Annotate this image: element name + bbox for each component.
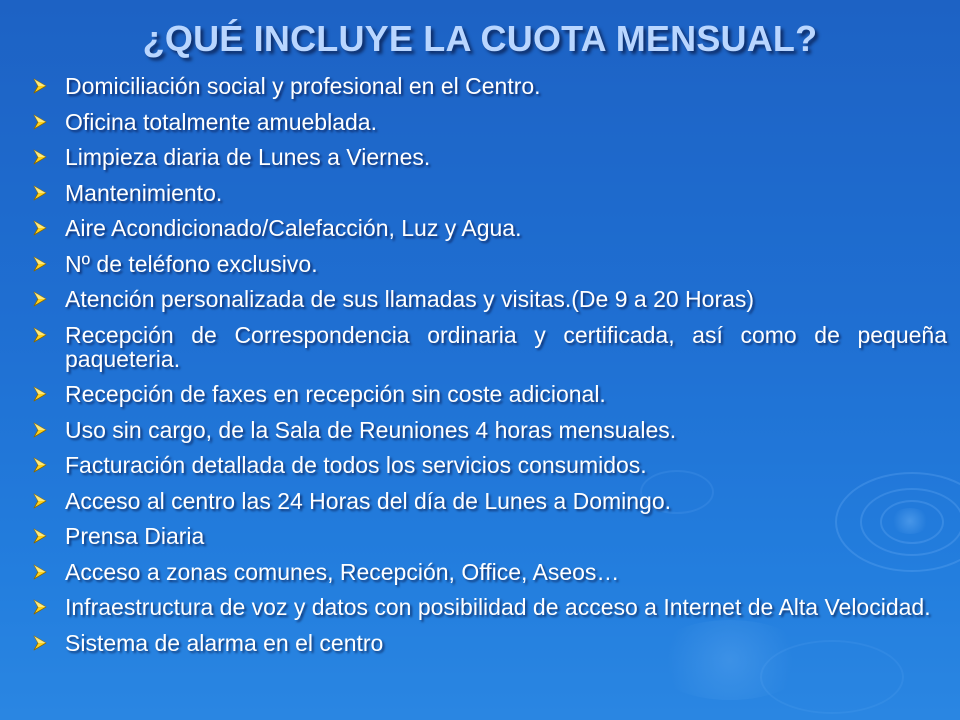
- list-item-text: Acceso a zonas comunes, Recepción, Office, Aseos…: [65, 558, 620, 585]
- list-item-text: Prensa Diaria: [65, 523, 205, 549]
- list-item-text: Limpieza diaria de Lunes a Viernes.: [65, 144, 431, 170]
- arrowhead-bullet-icon: [32, 635, 48, 651]
- arrowhead-bullet-icon: [32, 422, 48, 438]
- arrowhead-bullet-icon: [32, 114, 48, 130]
- list-item-text: Facturación detallada de todos los servicios consumidos.: [65, 452, 647, 478]
- slide-title: ¿QUÉ INCLUYE LA CUOTA MENSUAL?: [142, 18, 818, 59]
- list-item-text: Nº de teléfono exclusivo.: [65, 250, 318, 277]
- arrowhead-bullet-icon: [32, 528, 48, 544]
- list-item: [32, 74, 947, 98]
- arrowhead-bullet-icon: [32, 291, 48, 307]
- arrowhead-bullet-icon: [32, 386, 48, 402]
- list-item: [32, 453, 947, 477]
- feature-list: [32, 74, 947, 666]
- list-item-text: Atención personalizada de sus llamadas y visitas.(De 9 a 20 Horas): [65, 286, 755, 312]
- arrowhead-bullet-icon: [32, 256, 48, 272]
- list-item: [32, 595, 947, 619]
- list-item-text: Aire Acondicionado/Calefacción, Luz y Agua.: [65, 215, 522, 241]
- list-item-text: Recepción de faxes en recepción sin coste adicional.: [65, 381, 606, 407]
- list-item-text: Mantenimiento.: [65, 179, 223, 206]
- arrowhead-bullet-icon: [32, 220, 48, 236]
- arrowhead-bullet-icon: [32, 185, 48, 201]
- list-item: [32, 631, 947, 655]
- arrowhead-bullet-icon: [32, 149, 48, 165]
- list-item-text: Oficina totalmente amueblada.: [65, 108, 377, 135]
- list-item-text: Sistema de alarma en el centro: [65, 629, 384, 656]
- arrowhead-bullet-icon: [32, 564, 48, 580]
- list-item: [32, 287, 947, 311]
- list-item: [32, 110, 947, 134]
- list-item-text: Acceso al centro las 24 Horas del día de Lunes a Domingo.: [65, 487, 672, 514]
- list-item: [32, 216, 947, 240]
- list-item-text: Infraestructura de voz y datos con posibilidad de acceso a Internet de Alta Velocidad.: [65, 594, 931, 620]
- list-item-text: Uso sin cargo, de la Sala de Reuniones 4 horas mensuales.: [65, 416, 677, 443]
- list-item-text: Recepción de Correspondencia ordinaria y certificada, así como de pequeña paqueteria.: [65, 321, 947, 372]
- arrowhead-bullet-icon: [32, 599, 48, 615]
- arrowhead-bullet-icon: [32, 493, 48, 509]
- list-item: [32, 323, 947, 371]
- list-item: [32, 524, 947, 548]
- list-item: [32, 252, 947, 276]
- arrowhead-bullet-icon: [32, 78, 48, 94]
- arrowhead-bullet-icon: [32, 327, 48, 343]
- arrowhead-bullet-icon: [32, 457, 48, 473]
- list-item: [32, 560, 947, 584]
- list-item: [32, 418, 947, 442]
- list-item-text: Domiciliación social y profesional en el Centro.: [65, 73, 541, 99]
- list-item: [32, 181, 947, 205]
- list-item: [32, 489, 947, 513]
- list-item: [32, 382, 947, 406]
- list-item: [32, 145, 947, 169]
